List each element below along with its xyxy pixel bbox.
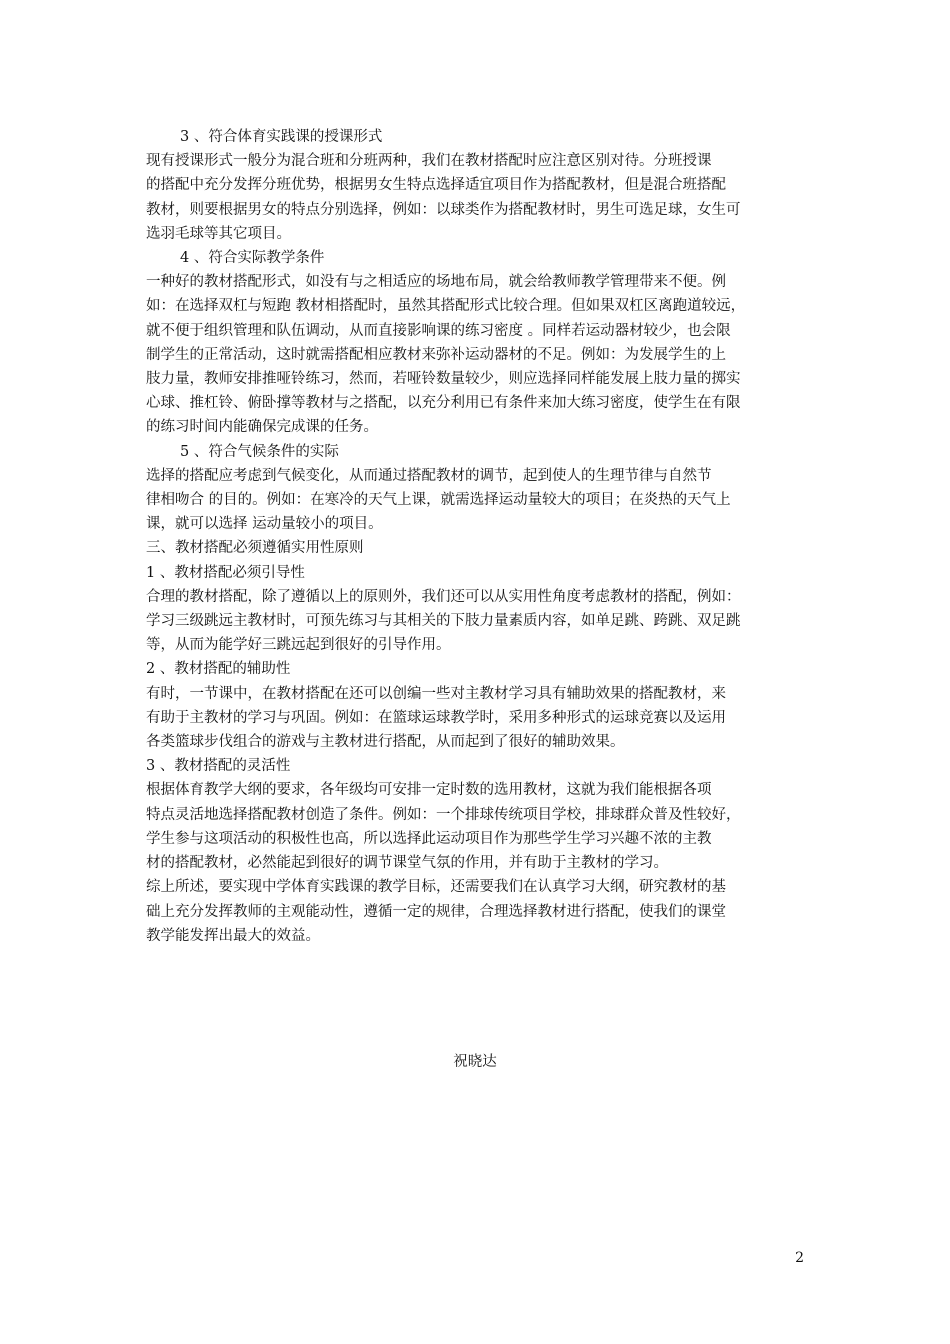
text-line: 3 、符合体育实践课的授课形式 bbox=[180, 129, 383, 145]
text-line: 综上所述，要实现中学体育实践课的教学目标，还需要我们在认真学习大纲，研究教材的基 bbox=[146, 879, 726, 896]
text-line: 心球、推杠铃、俯卧撑等教材与之搭配，以充分利用已有条件来加大练习密度，使学生在有限 bbox=[146, 395, 741, 412]
list-item-heading bbox=[146, 561, 816, 585]
text-line: 4 、符合实际教学条件 bbox=[180, 250, 325, 267]
text-line: 律相吻合 的目的。例如：在寒冷的天气上课，就需选择运动量较大的项目；在炎热的天气上 bbox=[146, 492, 731, 509]
text-line: 2 、教材搭配的辅助性 bbox=[146, 661, 291, 678]
text-line: 5 、符合气候条件的实际 bbox=[180, 443, 339, 460]
text-line: 合理的教材搭配，除了遵循以上的原则外，我们还可以从实用性角度考虑教材的搭配，例如： bbox=[146, 588, 741, 605]
text-line: 特点灵活地选择搭配教材创造了条件。例如：一个排球传统项目学校，排球群众普及性较好， bbox=[146, 806, 741, 823]
text-line: 三、教材搭配必须遵循实用性原则 bbox=[146, 540, 364, 557]
paragraph bbox=[146, 149, 816, 246]
paragraph bbox=[146, 464, 816, 537]
text-line: 课，就可以选择 运动量较小的项目。 bbox=[146, 516, 383, 533]
document-body bbox=[146, 125, 816, 948]
page-number: 2 bbox=[795, 1250, 804, 1266]
text-line: 的搭配中充分发挥分班优势，根据男女生特点选择适宜项目作为搭配教材，但是混合班搭配 bbox=[146, 177, 726, 194]
paragraph bbox=[146, 875, 816, 948]
text-line: 3 、教材搭配的灵活性 bbox=[146, 758, 291, 775]
text-line: 等，从而为能学好三跳远起到很好的引导作用。 bbox=[146, 637, 451, 654]
text-line: 一种好的教材搭配形式，如没有与之相适应的场地布局，就会给教师教学管理带来不便。例 bbox=[146, 274, 726, 291]
text-line: 有时，一节课中，在教材搭配在还可以创编一些对主教材学习具有辅助效果的搭配教材，来 bbox=[146, 685, 726, 702]
text-line: 学习三级跳远主教材时，可预先练习与其相关的下肢力量素质内容，如单足跳、跨跳、双足跳 bbox=[146, 613, 741, 630]
text-line: 肢力量，教师安排推哑铃练习，然而，若哑铃数量较少，则应选择同样能发展上肢力量的掷实 bbox=[146, 371, 741, 388]
text-line: 就不便于组织管理和队伍调动，从而直接影响课的练习密度 。同样若运动器材较少，也会限 bbox=[146, 322, 731, 339]
paragraph bbox=[146, 585, 816, 658]
text-line: 制学生的正常活动，这时就需搭配相应教材来弥补运动器材的不足。例如：为发展学生的上 bbox=[146, 346, 726, 363]
text-line: 根据体育教学大纲的要求，各年级均可安排一定时数的选用教材，这就为我们能根据各项 bbox=[146, 782, 712, 799]
text-line: 础上充分发挥教师的主观能动性，遵循一定的规律，合理选择教材进行搭配，使我们的课堂 bbox=[146, 903, 726, 920]
text-line: 教学能发挥出最大的效益。 bbox=[146, 927, 320, 944]
text-line: 有助于主教材的学习与巩固。例如：在篮球运球教学时，采用多种形式的运球竞赛以及运用 bbox=[146, 709, 726, 726]
section-heading bbox=[146, 536, 816, 560]
text-line: 学生参与这项活动的积极性也高，所以选择此运动项目作为那些学生学习兴趣不浓的主教 bbox=[146, 830, 712, 847]
paragraph bbox=[146, 682, 816, 755]
text-line: 现有授课形式一般分为混合班和分班两种，我们在教材搭配时应注意区别对待。分班授课 bbox=[146, 153, 712, 170]
text-line: 材的搭配教材，必然能起到很好的调节课堂气氛的作用，并有助于主教材的学习。 bbox=[146, 855, 668, 872]
text-line: 选择的搭配应考虑到气候变化，从而通过搭配教材的调节，起到使人的生理节律与自然节 bbox=[146, 467, 712, 484]
paragraph bbox=[146, 778, 816, 875]
text-line: 选羽毛球等其它项目。 bbox=[146, 225, 291, 242]
list-item-heading bbox=[146, 657, 816, 681]
paragraph bbox=[146, 270, 816, 439]
section-subheading bbox=[146, 246, 816, 270]
section-subheading bbox=[146, 440, 816, 464]
text-line: 各类篮球步伐组合的游戏与主教材进行搭配，从而起到了很好的辅助效果。 bbox=[146, 734, 625, 751]
text-line: 的练习时间内能确保完成课的任务。 bbox=[146, 419, 378, 436]
list-item-heading bbox=[146, 754, 816, 778]
text-line: 如：在选择双杠与短跑 教材相搭配时，虽然其搭配形式比较合理。但如果双杠区离跑道较远， bbox=[146, 298, 746, 315]
text-line: 教材，则要根据男女的特点分别选择，例如：以球类作为搭配教材时，男生可选足球，女生可 bbox=[146, 201, 741, 218]
author-signature: 祝晓达 bbox=[453, 1054, 497, 1070]
section-subheading bbox=[146, 125, 816, 149]
text-line: 1 、教材搭配必须引导性 bbox=[146, 564, 305, 581]
